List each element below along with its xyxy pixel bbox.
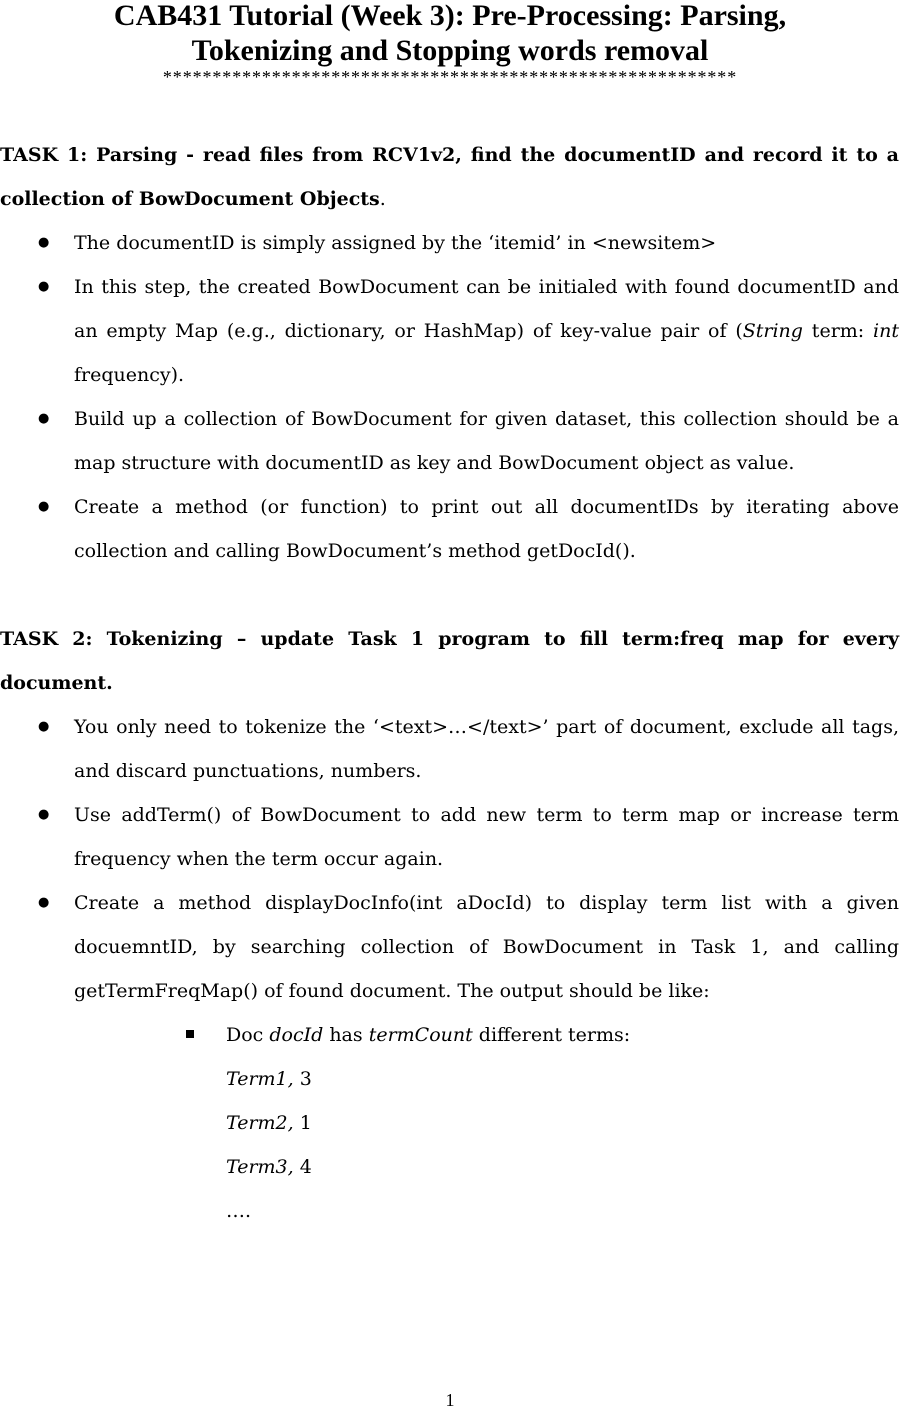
task-2-heading: TASK 2: Tokenizing – update Task 1 program to fill term:freq map for every document.	[0, 628, 899, 694]
output-term-line: Term3, 4	[226, 1156, 312, 1178]
list-item: ● Build up a collection of BowDocument for given dataset, this collection should be a map structure with documentID as key and BowDocument object as value.	[0, 397, 899, 485]
list-item: ● Create a method displayDocInfo(int aDocId) to display term list with a given docuemntID, by searching collection of BowDocument in Task 1, and calling getTermFreqMap() of found document. The output should be like:	[0, 881, 899, 1013]
output-term-line: Term1, 3	[226, 1068, 312, 1090]
page-number: 1	[445, 1390, 455, 1410]
list-item: ● The documentID is simply assigned by the ‘itemid’ in <newsitem>	[0, 221, 899, 265]
list-item: ● You only need to tokenize the ‘<text>…</text>’ part of document, exclude all tags, and discard punctuations, numbers.	[0, 705, 899, 793]
square-bullet-icon	[186, 1030, 194, 1038]
output-term-line: Term2, 1	[226, 1112, 312, 1134]
task-1-list	[0, 221, 899, 573]
list-item: ● Create a method (or function) to print out all documentIDs by iterating above collection and calling BowDocument’s method getDocId().	[0, 485, 899, 573]
bullet-icon: ●	[38, 235, 50, 250]
list-item: ● Use addTerm() of BowDocument to add new term to term map or increase term frequency when the term occur again.	[0, 793, 899, 881]
section-gap	[0, 573, 899, 617]
bullet-icon: ●	[38, 719, 50, 734]
output-ellipsis: ….	[226, 1200, 252, 1222]
bullet-icon: ●	[38, 807, 50, 822]
bullet-icon: ●	[38, 279, 50, 294]
list-item: ● In this step, the created BowDocument can be initialed with found documentID and an empty Map (e.g., dictionary, or HashMap) of key-value pair of (String term: int frequency).	[0, 265, 899, 397]
title-divider: **********************************************************	[162, 67, 738, 87]
task-2-list	[0, 705, 899, 1013]
output-example-header: Doc docId has termCount different terms:	[0, 1013, 899, 1057]
bullet-icon: ●	[38, 895, 50, 910]
page-title-line-2: Tokenizing and Stopping words removal	[191, 34, 709, 67]
document-body	[0, 133, 899, 1233]
bullet-icon: ●	[38, 411, 50, 426]
task-1-heading: TASK 1: Parsing - read files from RCV1v2, find the documentID and record it to a collection of BowDocument Objects.	[0, 144, 899, 210]
bullet-icon: ●	[38, 499, 50, 514]
page-title-line-1: CAB431 Tutorial (Week 3): Pre-Processing: Parsing,	[113, 0, 787, 32]
